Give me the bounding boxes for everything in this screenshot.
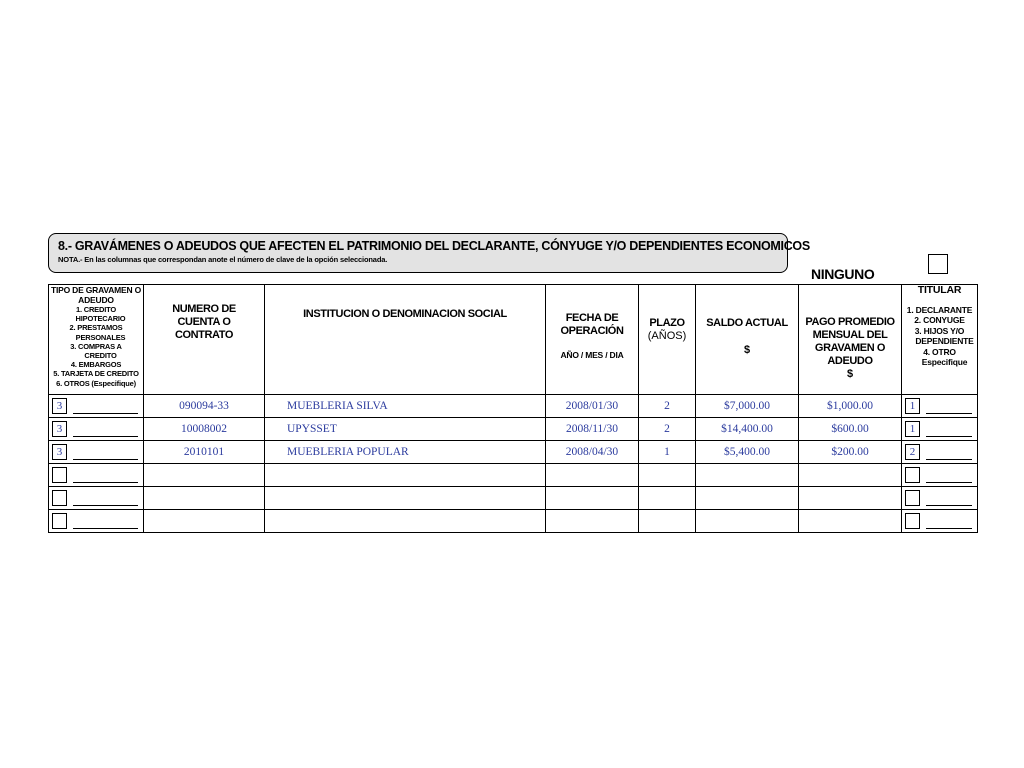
- tipo-specify-line: [73, 505, 138, 506]
- tipo-specify-line: [73, 482, 138, 483]
- section-title: 8.- GRAVÁMENES O ADEUDOS QUE AFECTEN EL PATRIMONIO DEL DECLARANTE, CÓNYUGE Y/O DEPENDIENTES ECONOMICOS: [58, 239, 810, 253]
- header-pago-title: PAGO PROMEDIO MENSUAL DEL GRAVAMEN O ADEUDO: [805, 315, 895, 367]
- tipo-option: HIPOTECARIO: [75, 314, 126, 324]
- titular-cell[interactable]: [902, 441, 978, 464]
- saldo-cell[interactable]: [696, 464, 799, 487]
- header-institucion-title: INSTITUCION O DENOMINACION SOCIAL: [303, 307, 507, 320]
- header-saldo: [696, 285, 799, 395]
- ninguno-label: NINGUNO: [811, 266, 875, 282]
- titular-option: 4. OTRO: [923, 346, 956, 357]
- header-fecha-title: FECHA DE OPERACIÓN: [560, 311, 624, 337]
- pago-cell[interactable]: [799, 464, 902, 487]
- titular-cell[interactable]: [902, 464, 978, 487]
- titular-cell[interactable]: [902, 395, 978, 418]
- header-titular-title: TITULAR: [917, 284, 962, 296]
- pago-cell[interactable]: $200.00: [799, 441, 902, 464]
- titular-option: Especifique: [921, 357, 968, 367]
- titular-specify-line: [926, 528, 972, 529]
- plazo-cell[interactable]: [639, 510, 696, 533]
- ninguno-checkbox[interactable]: [928, 254, 948, 274]
- titular-specify-line: [926, 482, 972, 483]
- tipo-code-box[interactable]: 3: [52, 398, 67, 414]
- table-row: [49, 487, 978, 510]
- header-fecha: [546, 285, 639, 395]
- header-cuenta: [144, 285, 265, 395]
- tipo-cell[interactable]: [49, 441, 144, 464]
- header-titular: [902, 285, 978, 395]
- tipo-option: 1. CREDITO: [76, 305, 116, 314]
- tipo-specify-line: [73, 459, 138, 460]
- titular-cell[interactable]: [902, 487, 978, 510]
- institucion-cell[interactable]: [265, 487, 546, 510]
- fecha-cell[interactable]: 2008/01/30: [546, 395, 639, 418]
- pago-cell[interactable]: $1,000.00: [799, 395, 902, 418]
- titular-option: 1. DECLARANTE: [906, 304, 973, 315]
- debts-table: [48, 284, 978, 533]
- header-saldo-title: SALDO ACTUAL: [706, 317, 788, 329]
- header-cuenta-title: NUMERO DE CUENTA O CONTRATO: [172, 303, 236, 341]
- institucion-cell[interactable]: MUEBLERIA SILVA: [265, 395, 546, 418]
- cuenta-cell[interactable]: [144, 464, 265, 487]
- plazo-cell[interactable]: 1: [639, 441, 696, 464]
- tipo-option: 2. PRESTAMOS: [69, 323, 123, 333]
- institucion-cell[interactable]: [265, 510, 546, 533]
- fecha-cell[interactable]: [546, 464, 639, 487]
- header-plazo-sub: (AÑOS): [647, 330, 687, 342]
- tipo-specify-line: [73, 436, 138, 437]
- cuenta-cell[interactable]: 090094-33: [144, 395, 265, 418]
- header-plazo-title: PLAZO: [649, 317, 685, 329]
- titular-specify-line: [926, 413, 972, 414]
- tipo-option: 6. OTROS (Especifique): [56, 378, 136, 388]
- institucion-cell[interactable]: MUEBLERIA POPULAR: [265, 441, 546, 464]
- tipo-cell[interactable]: [49, 487, 144, 510]
- tipo-option: 3. COMPRAS A: [70, 341, 122, 351]
- saldo-cell[interactable]: $14,400.00: [696, 418, 799, 441]
- tipo-cell[interactable]: [49, 395, 144, 418]
- tipo-code-box[interactable]: 3: [52, 421, 67, 437]
- cuenta-cell[interactable]: 10008002: [144, 418, 265, 441]
- titular-option: DEPENDIENTE: [915, 336, 974, 346]
- pago-cell[interactable]: $600.00: [799, 418, 902, 441]
- header-tipo-title: TIPO DE GRAVAMEN O ADEUDO: [50, 285, 142, 305]
- section-header: [48, 233, 810, 273]
- tipo-code-box[interactable]: [52, 490, 67, 506]
- pago-cell[interactable]: [799, 487, 902, 510]
- titular-code-box[interactable]: 2: [905, 444, 920, 460]
- tipo-code-box[interactable]: [52, 513, 67, 529]
- tipo-specify-line: [73, 528, 138, 529]
- fecha-cell[interactable]: [546, 487, 639, 510]
- titular-option: 2. CONYUGE: [914, 315, 965, 325]
- header-fecha-sub: AÑO / MES / DIA: [560, 349, 624, 360]
- tipo-cell[interactable]: [49, 510, 144, 533]
- titular-cell[interactable]: [902, 418, 978, 441]
- plazo-cell[interactable]: 2: [639, 395, 696, 418]
- cuenta-cell[interactable]: [144, 510, 265, 533]
- tipo-option: PERSONALES: [75, 332, 126, 342]
- plazo-cell[interactable]: 2: [639, 418, 696, 441]
- table-row: [49, 510, 978, 533]
- titular-option: 3. HIJOS Y/O: [914, 325, 965, 336]
- tipo-code-box[interactable]: 3: [52, 444, 67, 460]
- header-saldo-currency: $: [743, 344, 751, 356]
- table-row: [49, 441, 978, 464]
- fecha-cell[interactable]: 2008/04/30: [546, 441, 639, 464]
- tipo-specify-line: [73, 413, 138, 414]
- tipo-option: 4. EMBARGOS: [70, 360, 122, 370]
- saldo-cell[interactable]: [696, 487, 799, 510]
- titular-specify-line: [926, 505, 972, 506]
- titular-specify-line: [926, 459, 972, 460]
- header-plazo: [639, 285, 696, 395]
- cuenta-cell[interactable]: 2010101: [144, 441, 265, 464]
- titular-code-box[interactable]: 1: [905, 421, 920, 437]
- titular-cell[interactable]: [902, 510, 978, 533]
- titular-code-box[interactable]: [905, 513, 920, 529]
- plazo-cell[interactable]: [639, 464, 696, 487]
- institucion-cell[interactable]: UPYSSET: [265, 418, 546, 441]
- cuenta-cell[interactable]: [144, 487, 265, 510]
- tipo-code-box[interactable]: [52, 467, 67, 483]
- tipo-option: CREDITO: [84, 351, 117, 361]
- saldo-cell[interactable]: $5,400.00: [696, 441, 799, 464]
- tipo-option: 5. TARJETA DE CREDITO: [53, 369, 139, 379]
- header-tipo: [49, 285, 144, 395]
- table-row: [49, 395, 978, 418]
- fecha-cell[interactable]: [546, 510, 639, 533]
- titular-specify-line: [926, 436, 972, 437]
- header-institucion: [265, 285, 546, 395]
- tipo-cell[interactable]: [49, 418, 144, 441]
- tipo-cell[interactable]: [49, 464, 144, 487]
- pago-cell[interactable]: [799, 510, 902, 533]
- saldo-cell[interactable]: $7,000.00: [696, 395, 799, 418]
- header-row: [49, 285, 978, 395]
- institucion-cell[interactable]: [265, 464, 546, 487]
- plazo-cell[interactable]: [639, 487, 696, 510]
- header-pago: [799, 285, 902, 395]
- table-row: [49, 418, 978, 441]
- titular-code-box[interactable]: [905, 490, 920, 506]
- saldo-cell[interactable]: [696, 510, 799, 533]
- fecha-cell[interactable]: 2008/11/30: [546, 418, 639, 441]
- titular-code-box[interactable]: [905, 467, 920, 483]
- titular-code-box[interactable]: 1: [905, 398, 920, 414]
- section-note: NOTA.- En las columnas que correspondan anote el número de clave de la opción seleccionada.: [58, 255, 388, 264]
- header-pago-currency: $: [846, 367, 854, 380]
- table-row: [49, 464, 978, 487]
